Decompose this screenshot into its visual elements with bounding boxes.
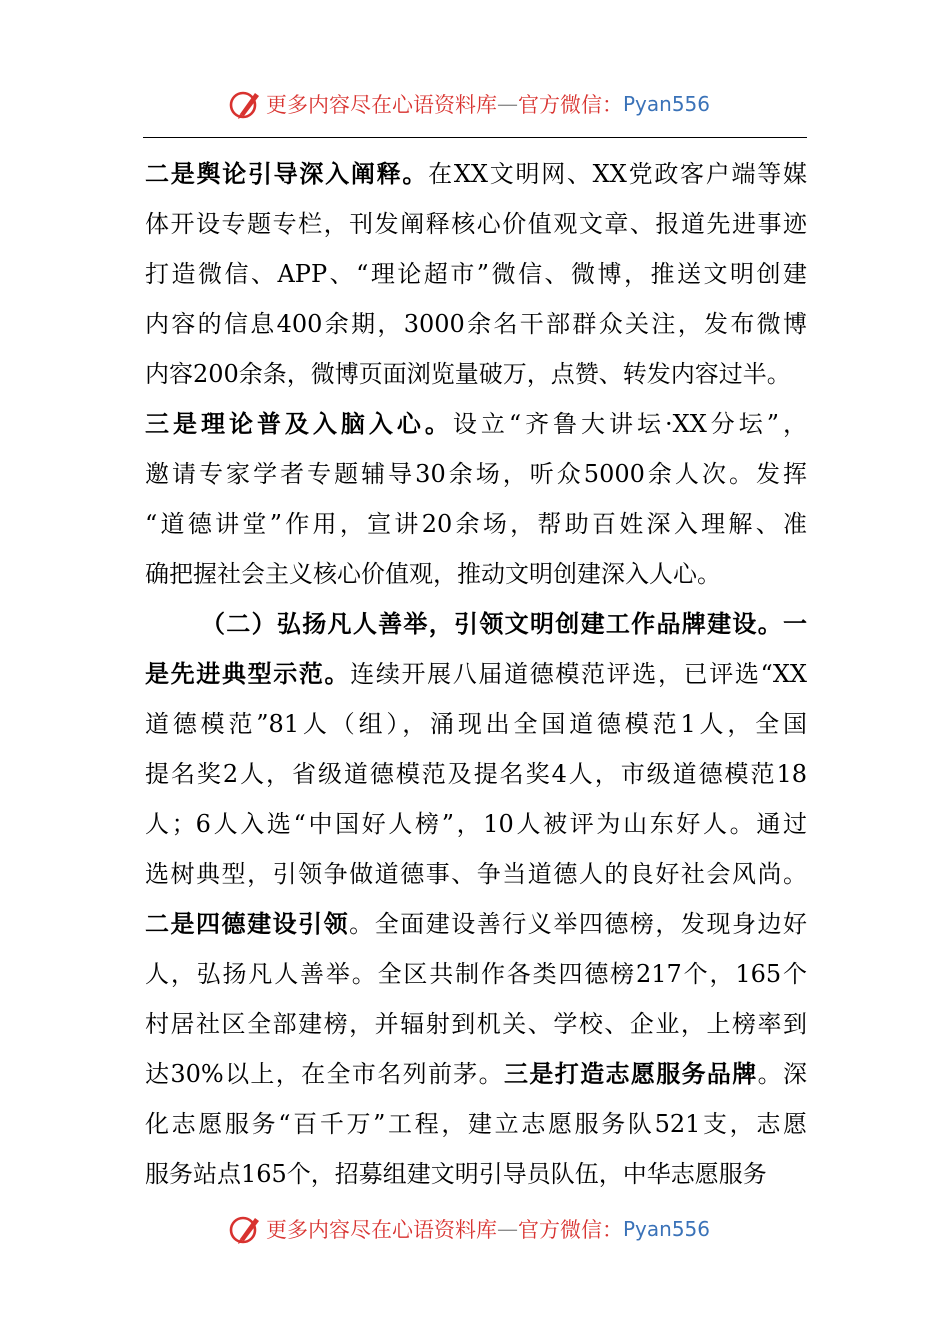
text-line: [145, 299, 807, 349]
watermark-wechat-id: Pyan556: [623, 1217, 711, 1241]
text-run: 在XX文明网、XX党政客户端等媒: [428, 160, 807, 188]
watermark-separator: —: [497, 1217, 518, 1241]
text-run: 内容的信息400余期，3000余名干部群众关注，发布微博: [145, 310, 807, 338]
watermark-separator: —: [497, 92, 518, 116]
bold-text-run: 二是四德建设引领: [145, 909, 350, 938]
document-body: [145, 149, 807, 1199]
text-line: [145, 549, 807, 599]
header-rule: [143, 137, 807, 138]
text-line: [145, 799, 807, 849]
text-line: [145, 249, 807, 299]
watermark-wechat-id: Pyan556: [623, 92, 711, 116]
watermark-contact: 官方微信：: [518, 93, 623, 117]
text-run: 。深: [757, 1060, 807, 1088]
text-run: 达30%以上，在全市名列前茅。: [145, 1060, 505, 1088]
text-run: 设立“齐鲁大讲坛·XX分坛”，: [452, 410, 807, 438]
text-run: 化志愿服务“百千万”工程，建立志愿服务队521支，志愿: [145, 1110, 807, 1138]
text-line: [145, 949, 807, 999]
text-line: [145, 599, 807, 649]
text-run: 道德模范”81人（组），涌现出全国道德模范1人，全国: [145, 710, 807, 738]
bold-text-run: 三是理论普及入脑入心。: [145, 409, 453, 438]
text-run: 提名奖2人，省级道德模范及提名奖4人，市级道德模范18: [145, 760, 807, 788]
text-run: 服务站点165个，招募组建文明引导员队伍，中华志愿服务: [145, 1160, 767, 1188]
text-line: [145, 199, 807, 249]
text-line: [145, 849, 807, 899]
text-line: [145, 399, 807, 449]
pen-nib-logo-icon: [228, 1212, 262, 1246]
text-run: 体开设专题专栏，刊发阐释核心价值观文章、报道先进事迹: [145, 210, 807, 238]
text-line: [145, 1049, 807, 1099]
text-line: [145, 899, 807, 949]
text-run: 。全面建设善行义举四德榜，发现身边好: [349, 910, 807, 938]
footer-watermark: [228, 1209, 748, 1249]
bold-text-run: （二）弘扬凡人善举，引领文明创建工作品牌建设。一: [201, 609, 807, 638]
text-line: [145, 499, 807, 549]
text-run: 连续开展八届道德模范评选，已评选“XX: [350, 660, 807, 688]
text-line: [145, 349, 807, 399]
text-run: 邀请专家学者专题辅导30余场，听众5000余人次。发挥: [145, 460, 807, 488]
watermark-contact: 官方微信：: [518, 1218, 623, 1242]
text-run: 内容200余条，微博页面浏览量破万，点赞、转发内容过半。: [145, 360, 791, 388]
text-line: [145, 749, 807, 799]
text-line: [145, 1099, 807, 1149]
header-watermark: [228, 84, 748, 124]
bold-text-run: 三是打造志愿服务品牌: [504, 1059, 758, 1088]
text-line: [145, 649, 807, 699]
pen-nib-logo-icon: [228, 87, 262, 121]
text-run: 人，弘扬凡人善举。全区共制作各类四德榜217个，165个: [145, 960, 807, 988]
text-line: [145, 149, 807, 199]
text-run: 村居社区全部建榜，并辐射到机关、学校、企业，上榜率到: [145, 1010, 807, 1038]
text-run: 打造微信、APP、“理论超市”微信、微博，推送文明创建: [145, 260, 807, 288]
bold-text-run: 是先进典型示范。: [145, 659, 351, 688]
text-run: 人；6人入选“中国好人榜”，10人被评为山东好人。通过: [145, 810, 807, 838]
text-line: [145, 1149, 807, 1199]
watermark-text: 更多内容尽在心语资料库: [266, 1218, 497, 1242]
text-line: [145, 699, 807, 749]
text-line: [145, 999, 807, 1049]
text-run: “道德讲堂”作用，宣讲20余场，帮助百姓深入理解、准: [145, 510, 807, 538]
watermark-text: 更多内容尽在心语资料库: [266, 93, 497, 117]
text-run: 选树典型，引领争做道德事、争当道德人的良好社会风尚。: [145, 860, 807, 888]
text-line: [145, 449, 807, 499]
text-run: 确把握社会主义核心价值观，推动文明创建深入人心。: [145, 560, 721, 588]
bold-text-run: 二是舆论引导深入阐释。: [145, 159, 429, 188]
